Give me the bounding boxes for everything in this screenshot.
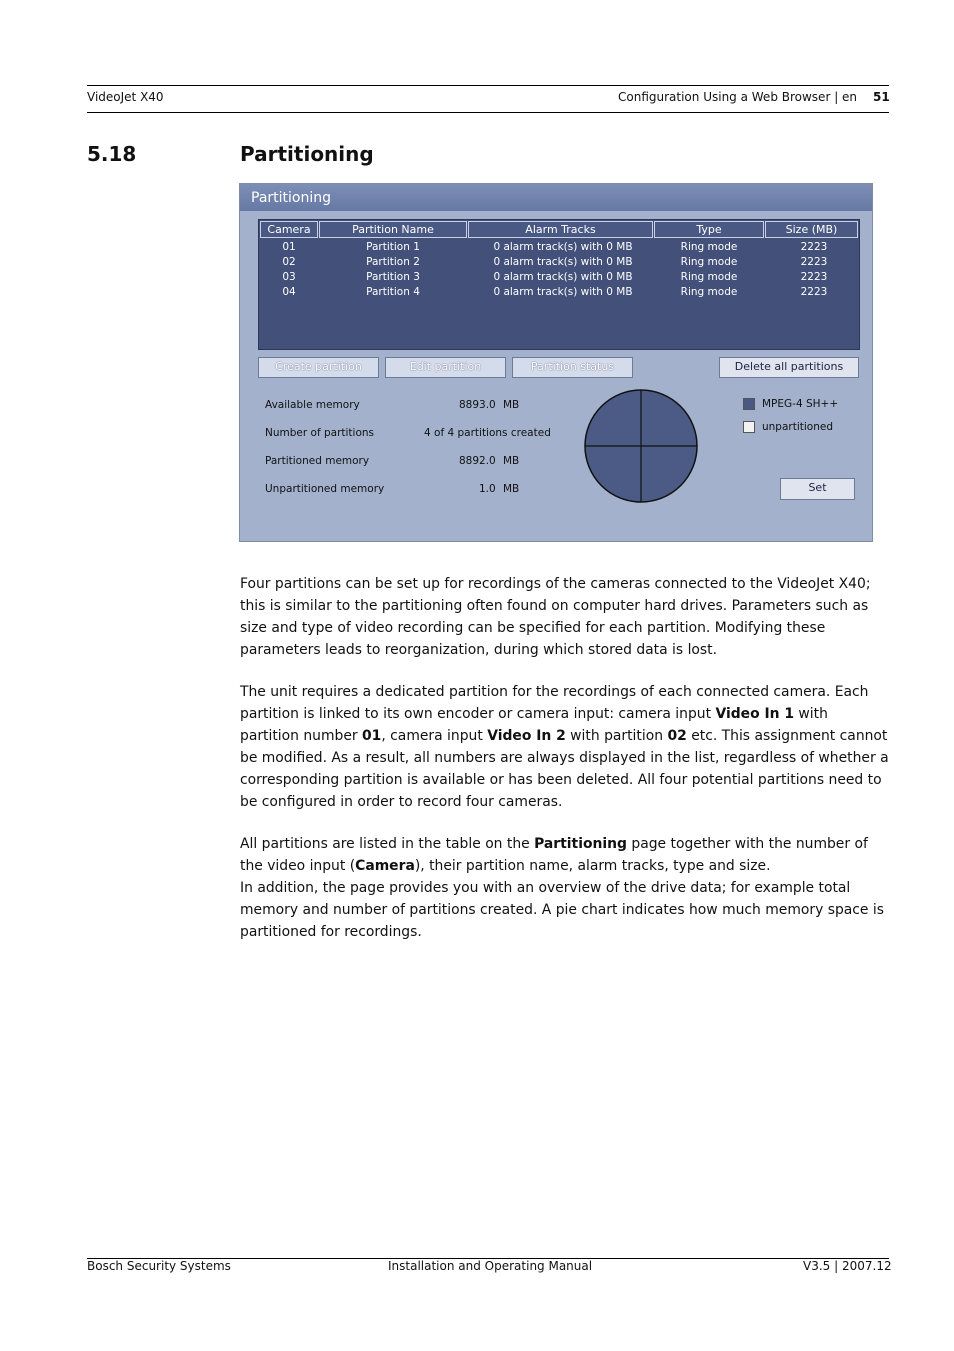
- legend-label-mpeg4: MPEG-4 SH++: [762, 398, 839, 410]
- cell-alarm-tracks: 0 alarm track(s) with 0 MB: [493, 256, 633, 268]
- header-top-rule: [87, 85, 889, 86]
- column-header-type[interactable]: Type: [654, 221, 764, 238]
- column-header-alarm-tracks[interactable]: Alarm Tracks: [468, 221, 653, 238]
- paragraph-intro: Four partitions can be set up for recordings of the cameras connected to the VideoJet X40; this is similar to the partitioning often found on computer hard drives. Parameters such as size and type of video recording can be specified for each partition. Modifying these parameters leads to reorganization, during which stored data is lost.: [240, 576, 871, 658]
- footer-company: Bosch Security Systems: [87, 1259, 231, 1273]
- partitioning-screenshot: [239, 183, 873, 542]
- available-memory-label: Available memory: [265, 399, 360, 411]
- cell-size: 2223: [800, 271, 828, 283]
- cell-partition-name: Partition 3: [366, 271, 420, 283]
- partitioned-memory-unit: MB: [503, 455, 520, 467]
- unpartitioned-memory-unit: MB: [503, 483, 520, 495]
- panel-title: Partitioning: [240, 184, 872, 211]
- delete-all-partitions-button[interactable]: Delete all partitions: [719, 357, 859, 378]
- available-memory-unit: MB: [503, 399, 520, 411]
- partitioned-memory-value: 8892.0: [459, 455, 496, 467]
- footer-manual-title: Installation and Operating Manual: [388, 1259, 593, 1273]
- partition-table: [258, 219, 860, 350]
- legend-swatch-unpartitioned: [743, 421, 755, 433]
- create-partition-button[interactable]: Create partition: [258, 357, 379, 378]
- section-number: 5.18: [87, 142, 137, 166]
- legend-swatch-mpeg4: [743, 398, 755, 410]
- unpartitioned-memory-value: 1.0: [479, 483, 496, 495]
- header-bottom-rule: [87, 112, 889, 113]
- partitioned-memory-label: Partitioned memory: [265, 455, 370, 467]
- header-product: VideoJet X40: [87, 90, 164, 104]
- cell-type: Ring mode: [680, 256, 738, 268]
- paragraph-table-overview: All partitions are listed in the table on the Partitioning page together with the number of the video input (Camera), their partition name, alarm tracks, type and size. In addition, the page provides you with an overview of the drive data; for example total memory and number of partitions created. A pie chart indicates how much memory space is partitioned for recordings.: [240, 836, 884, 940]
- partition-status-button[interactable]: Partition status: [512, 357, 633, 378]
- cell-partition-name: Partition 4: [366, 286, 420, 298]
- set-button[interactable]: Set: [780, 478, 855, 500]
- paragraph-dedicated-partition: The unit requires a dedicated partition for the recordings of each connected camera. Each partition is linked to its own encoder or camera input: camera input Video In 1 with partition number 01, camera input Video In 2 with partition 02 etc. This assignment cannot be modified. As a result, all numbers are always displayed in the list, regardless of whether a corresponding partition is available or has been deleted. All four potential partitions need to be configured in order to record four cameras.: [240, 684, 889, 810]
- cell-type: Ring mode: [680, 241, 738, 253]
- cell-partition-name: Partition 2: [366, 256, 420, 268]
- cell-type: Ring mode: [680, 271, 738, 283]
- legend-label-unpartitioned: unpartitioned: [762, 421, 833, 433]
- column-header-camera[interactable]: Camera: [260, 221, 318, 238]
- cell-camera: 04: [282, 286, 296, 298]
- available-memory-value: 8893.0: [459, 399, 496, 411]
- cell-alarm-tracks: 0 alarm track(s) with 0 MB: [493, 271, 633, 283]
- number-of-partitions-label: Number of partitions: [265, 427, 375, 439]
- cell-camera: 01: [282, 241, 296, 253]
- cell-size: 2223: [800, 256, 828, 268]
- footer-version: V3.5 | 2007.12: [803, 1259, 892, 1273]
- cell-size: 2223: [800, 286, 828, 298]
- unpartitioned-memory-label: Unpartitioned memory: [265, 483, 385, 495]
- header-chapter: Configuration Using a Web Browser | en: [618, 90, 858, 104]
- cell-camera: 03: [282, 271, 296, 283]
- cell-size: 2223: [800, 241, 828, 253]
- edit-partition-button[interactable]: Edit partition: [385, 357, 506, 378]
- cell-camera: 02: [282, 256, 296, 268]
- column-header-size[interactable]: Size (MB): [765, 221, 858, 238]
- column-header-partition-name[interactable]: Partition Name: [319, 221, 467, 238]
- cell-type: Ring mode: [680, 286, 738, 298]
- cell-alarm-tracks: 0 alarm track(s) with 0 MB: [493, 286, 633, 298]
- number-of-partitions-value: 4 of 4 partitions created: [424, 427, 551, 439]
- cell-partition-name: Partition 1: [366, 241, 420, 253]
- header-page-number: 51: [873, 90, 890, 104]
- section-title: Partitioning: [240, 142, 374, 166]
- memory-pie-chart: [583, 388, 699, 504]
- cell-alarm-tracks: 0 alarm track(s) with 0 MB: [493, 241, 633, 253]
